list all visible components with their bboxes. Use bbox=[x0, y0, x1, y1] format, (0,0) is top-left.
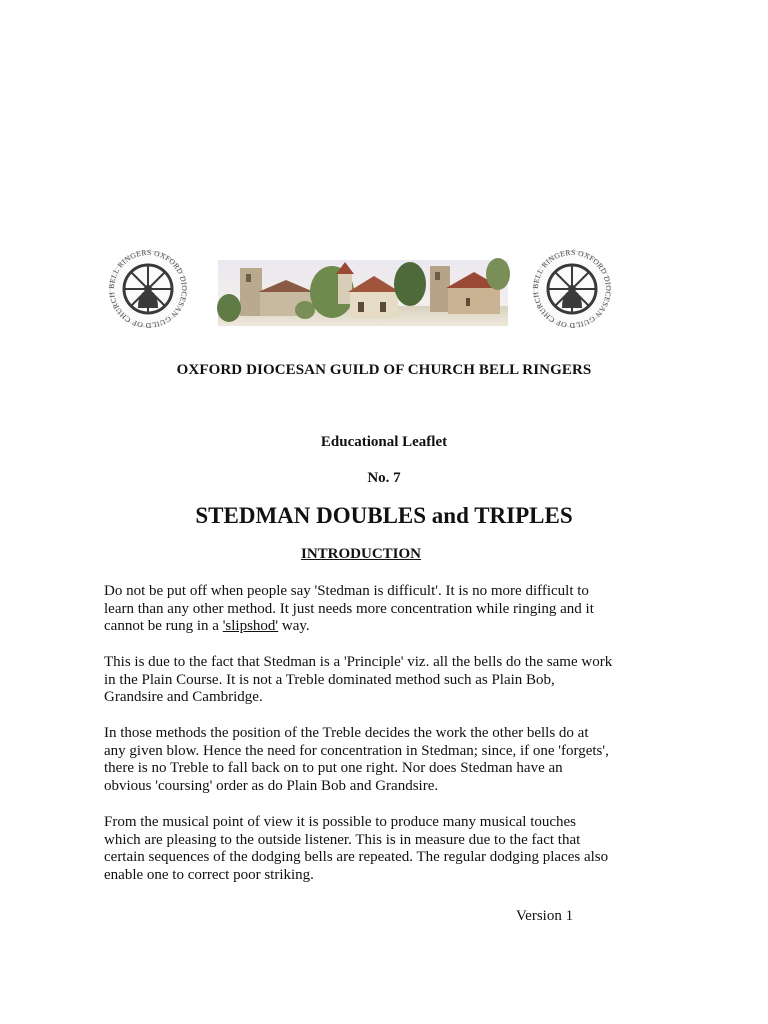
p4-line-4: enable one to correct poor striking. bbox=[104, 866, 314, 883]
guild-seal-right-icon bbox=[531, 248, 613, 330]
p4-line-1: From the musical point of view it is possible to produce many musical touches bbox=[104, 814, 577, 830]
p3-line-1: In those methods the position of the Treble decides the work the other bells do at bbox=[104, 725, 589, 741]
leaflet-number: No. 7 bbox=[367, 470, 401, 486]
p4-line-2: which are pleasing to the outside listener. This is in measure due to the fact that bbox=[104, 831, 581, 848]
introduction-heading: INTRODUCTION bbox=[301, 546, 422, 562]
p3-line-2: any given blow. Hence the need for concentration in Stedman; since, if one 'forgets', bbox=[104, 742, 609, 759]
svg-text:BELL RINGERS OXFORD DIOCESAN G: BELL RINGERS OXFORD DIOCESAN GUILD OF CHURCH bbox=[106, 248, 190, 330]
banner-graphic bbox=[100, 248, 665, 330]
guild-name-heading: OXFORD DIOCESAN GUILD OF CHURCH BELL RINGERS bbox=[176, 362, 592, 378]
document-title: STEDMAN DOUBLES and TRIPLES bbox=[195, 503, 573, 528]
church-photo-strip bbox=[217, 258, 510, 326]
p3-line-4: obvious 'coursing' order as do Plain Bob and Grandsire. bbox=[104, 777, 439, 794]
p1-line-3-start: cannot be rung in a bbox=[104, 618, 223, 635]
guild-banner bbox=[100, 248, 665, 330]
intro-paragraph-3 bbox=[104, 725, 664, 795]
slipshod-underlined-text: 'slipshod' bbox=[222, 618, 279, 635]
p2-line-3: Grandsire and Cambridge. bbox=[104, 689, 263, 706]
p2-line-1: This is due to the fact that Stedman is a 'Principle' viz. all the bells do the same work bbox=[104, 654, 613, 670]
version-label: Version 1 bbox=[516, 908, 574, 924]
intro-paragraph-4 bbox=[104, 814, 664, 884]
leaflet-label: Educational Leaflet bbox=[320, 434, 448, 450]
p1-line-3-end: way. bbox=[278, 618, 310, 635]
p1-line-2: learn than any other method. It just needs more concentration while ringing and it bbox=[104, 600, 594, 617]
svg-text:BELL RINGERS OXFORD DIOCESAN G: BELL RINGERS OXFORD DIOCESAN GUILD OF CHURCH bbox=[530, 248, 614, 330]
guild-seal-left-icon bbox=[107, 248, 189, 330]
p3-line-3: there is no Treble to fall back on to put one right. Nor does Stedman have an bbox=[104, 760, 563, 777]
intro-paragraph-2 bbox=[104, 654, 664, 707]
p4-line-3: certain sequences of the dodging bells are repeated. The regular dodging places also bbox=[104, 849, 609, 866]
p1-line-1: Do not be put off when people say 'Stedman is difficult'. It is no more difficult to bbox=[104, 583, 589, 599]
intro-paragraph-1 bbox=[104, 583, 664, 636]
p2-line-2: in the Plain Course. It is not a Treble dominated method such as Plain Bob, bbox=[104, 671, 555, 688]
